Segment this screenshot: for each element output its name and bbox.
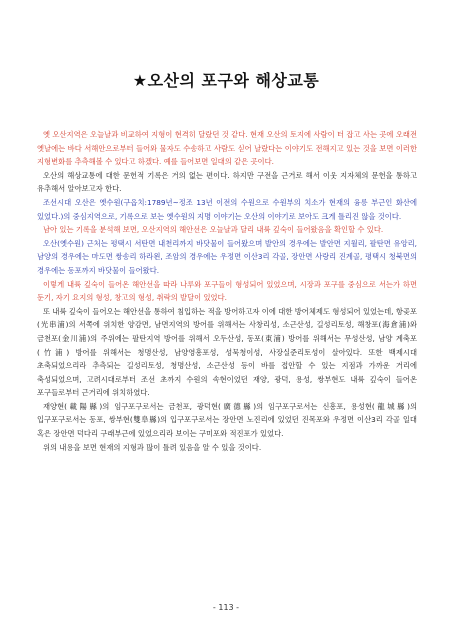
paragraph: 재양현(載陽縣)의 임구포구로서는 금천포, 광덕현(廣德縣)의 임구포구로서는 신흥포, 용성현(龍城縣)의 입구포구로서는 동포, 쌍부현(雙阜縣)의 입구포구로서는 장안면 노진리에 있었던 진목포와 우정면 이산3리 각골 일대 혹은 장안면 덕다리 구래부근에 있었으리라 보이는 구미포와 적진포가 있었다.	[37, 401, 417, 439]
paragraph: 조선시대 오산은 옛수원(구읍치:1789년~정조 13년 이전의 수원으로 수원부의 치소가 현재의 융릉 부근인 화산에 있었다.)의 중심지역으로, 기록으로 보는 옛수원의 지명 이야기는 오산의 이야기로 보아도 크게 틀리진 않을 것이다.	[37, 197, 417, 221]
paragraph: 이렇게 내륙 깊숙이 들어온 해안선을 따라 나루와 포구들이 형성되어 있었으며, 시장과 포구를 중심으로 서는가 하면 둔기, 자기 요지의 형성, 창고의 형성, 취락의 발달이 있었다.	[37, 279, 417, 303]
paragraph: 남아 있는 기록을 분석해 보면, 오산지역의 해안선은 오늘날과 달리 내륙 깊숙이 들어왔음을 확인할 수 있다.	[43, 225, 384, 235]
paragraph: 오산의 해상교통에 대한 문헌적 기록은 거의 없는 편이다. 하지만 구전을 근거로 해서 이웃 지자체의 문헌을 통하고 유추해서 알아보고자 한다.	[37, 170, 417, 194]
paragraph: 옛 오산지역은 오늘날과 비교하여 지형이 현격히 달랐던 것 같다. 현재 오산의 토지에 사람이 터 잡고 사는 곳에 오래전 옛날에는 바다 서해안으로부터 들어와 물자도 수송하고 사람도 싣어 날랐다는 이야기도 전해지고 있는 것을 보면 이러한 지형변화를 추측해볼 수 있다고 하겠다. 예를 들어보면 일대의 같은 곳이다.	[37, 130, 417, 167]
body-text	[37, 128, 417, 454]
page-title: ★오산의 포구와 해상교통	[132, 71, 320, 90]
page-number: - 113 -	[212, 603, 240, 612]
paragraph: 오산(옛수원) 근처는 평택시 서탄면 내천리까지 바닷물이 들어왔으며 발안의 경우에는 발안면 지월리, 팔탄면 유앙리, 남양의 경우에는 마도면 쌍송리 하라왼, 조암의 경우에는 우정면 이산3리 각골, 장안면 사랑리 진계골, 평택시 청북면의 경우에는 동포까지 바닷물이 들어왔다.	[37, 238, 417, 275]
paragraph: 또 내륙 깊숙이 들어오는 해안선을 통하여 침입하는 적을 방어하고자 이에 대한 방어체제도 형성되어 있었는데, 항곶포(光串浦)의 서쪽에 위치한 양감면, 남면지역의 방어를 위해서는 사창리성, 소근산성, 길성리토성, 해창포(海倉浦)와 금천포(金川浦)의 주위에는 팔탄지역 방어를 위해서 오두산성, 동포(東浦) 방어를 위해서는 무성산성, 남양 계축포(竹浦) 방어를 위해서는 청명산성, 남양영흥포성, 성묵청이성, 사장실준리토성이 살아있다. 또한 백제시대 초축되었으리라 추측되는 길성리토성, 청명산성, 소근산성 등이 바를 접안할 수 있는 지점과 가까운 거리에 축성되었으며, 고려시대로부터 조선 초까지 수원의 속현이었던 재양, 광덕, 용성, 쌍부현도 내륙 깊숙이 들어온 포구들로부터 근거리에 위치하였다.	[37, 306, 417, 398]
paragraph: 위의 내용을 보면 현재의 지형과 많이 틀려 있음을 알 수 있을 것이다.	[43, 442, 262, 452]
